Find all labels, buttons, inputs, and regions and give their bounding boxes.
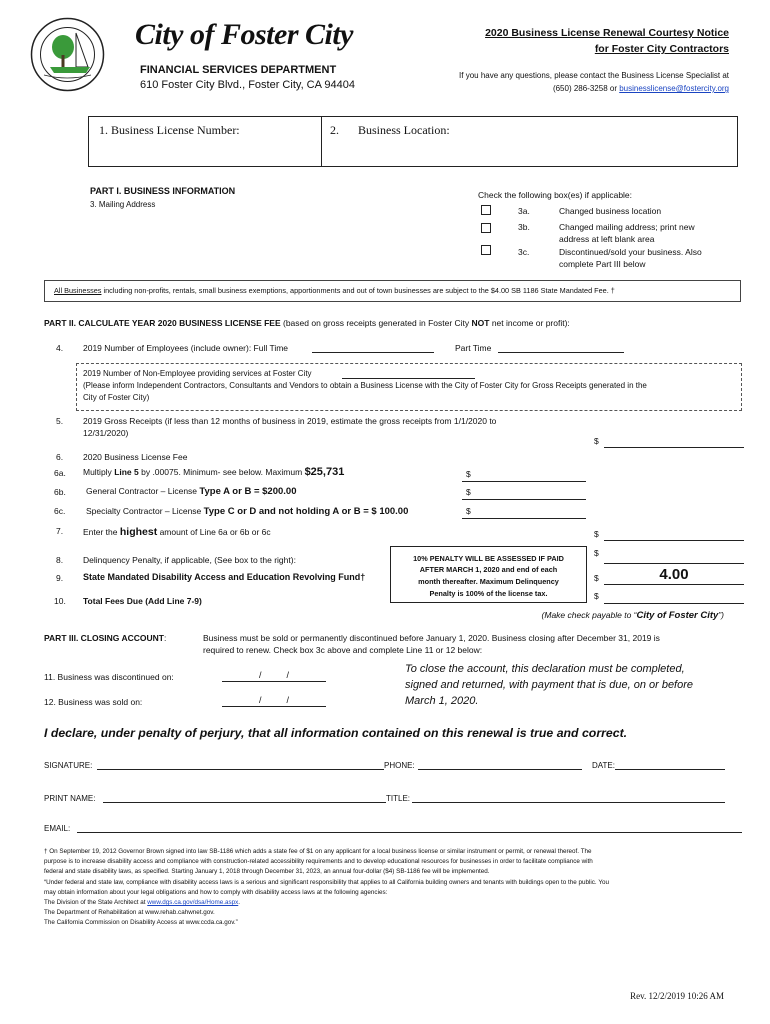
phone-label: PHONE: — [384, 761, 415, 770]
location-label: Business Location: — [358, 123, 450, 137]
department-address: 610 Foster City Blvd., Foster City, CA 94404 — [140, 79, 355, 91]
contact-line-1: If you have any questions, please contact the Business License Specialist at — [459, 71, 729, 80]
signature-label: SIGNATURE: — [44, 761, 93, 770]
line8-number: 8. — [56, 555, 64, 565]
date-line[interactable] — [615, 769, 725, 770]
contact-email-link[interactable]: businesslicense@fostercity.org — [619, 84, 729, 93]
part2-title-bold: PART II. CALCULATE YEAR 2020 BUSINESS LICENSE FEE — [44, 318, 281, 328]
footnote-6 — [44, 899, 240, 906]
payable-note — [420, 610, 724, 621]
line6a-dollar: $ — [466, 469, 471, 479]
line5-text-2: 12/31/2020) — [83, 428, 129, 438]
line7-highest: highest — [119, 526, 158, 538]
city-seal — [30, 17, 105, 92]
line6c-dollar: $ — [466, 506, 471, 516]
contact-line-2 — [400, 84, 729, 93]
checkbox-3c[interactable] — [481, 245, 491, 255]
footnote-2: purpose is to increase disability access and compliance with construction-related accessibility requirements and to develop educational resources for businesses in order to facilitate compliance with — [44, 858, 593, 865]
line4-part-time-label: Part Time — [455, 343, 492, 353]
line9-text: State Mandated Disability Access and Education Revolving Fund† — [83, 572, 366, 582]
line12-date-line[interactable] — [222, 706, 326, 707]
part3-desc-1: Business must be sold or permanently discontinued before January 1, 2020. Business closing after December 31, 2019 is — [203, 633, 660, 643]
line12-slashes: / / — [258, 695, 289, 705]
title-label: TITLE: — [386, 794, 411, 803]
line10-number: 10. — [54, 596, 66, 606]
part2-title-normal-2: net income or profit): — [489, 318, 570, 328]
city-logo-wordmark: City of Foster City — [135, 18, 353, 51]
license-info-divider — [321, 116, 322, 167]
line7-amount-line[interactable] — [604, 540, 744, 541]
non-employee-line3: City of Foster City) — [83, 393, 150, 402]
line7-post: amount of Line 6a or 6b or 6c — [157, 527, 271, 537]
line11-date-line[interactable] — [222, 681, 326, 682]
closing-note-2: signed and returned, with payment that is due, on or before — [405, 679, 694, 691]
email-label: EMAIL: — [44, 824, 71, 833]
option-3b-text: Changed mailing address; print new — [559, 222, 695, 232]
line5-number: 5. — [56, 416, 64, 426]
department-name: FINANCIAL SERVICES DEPARTMENT — [140, 64, 337, 76]
line8-text: Delinquency Penalty, if applicable, (See box to the right): — [83, 555, 296, 565]
line6b-number: 6b. — [54, 487, 66, 497]
part3-title — [44, 633, 166, 643]
option-3a-code: 3a. — [518, 206, 530, 216]
footnote-5: may obtain information about your legal obligations and how to comply with disability access laws at the following agencies: — [44, 889, 388, 896]
line6b-amount-line[interactable] — [462, 499, 586, 500]
mailing-address-label: 3. Mailing Address — [90, 200, 156, 209]
line6c-amount-line[interactable] — [462, 518, 586, 519]
footnote-6-pre: The Division of the State Architect at — [44, 899, 148, 906]
option-3b-code: 3b. — [518, 222, 530, 232]
option-3a-text: Changed business location — [559, 206, 662, 216]
line6a-maximum: $25,731 — [304, 466, 345, 478]
footnote-4: “Under federal and state law, compliance with disability access laws is a serious and significant responsibility that applies to all California building owners and tenants with buildings open to the public. You — [44, 879, 609, 886]
line6b-bold: Type A or B = $200.00 — [199, 486, 297, 497]
line6b-dollar: $ — [466, 487, 471, 497]
all-businesses-lead: All Businesses — [54, 286, 102, 295]
check-intro: Check the following box(es) if applicable: — [478, 190, 633, 200]
option-3c-text: Discontinued/sold your business. Also — [559, 247, 702, 257]
line6a-text — [83, 466, 344, 478]
payable-pre: (Make check payable to “ — [541, 610, 637, 620]
part3-title-bold: PART III. CLOSING ACCOUNT — [44, 633, 164, 643]
line8-amount-line[interactable] — [604, 563, 744, 564]
title-line[interactable] — [412, 802, 725, 803]
non-employee-line1: 2019 Number of Non-Employee providing services at Foster City — [83, 369, 312, 378]
part2-title-not: NOT — [471, 318, 490, 328]
footnote-8: The California Commission on Disability Access at www.ccda.ca.gov.” — [44, 919, 238, 926]
line4-part-time-line[interactable] — [498, 352, 624, 353]
penalty-text-2: AFTER MARCH 1, 2020 and end of each — [419, 565, 558, 574]
penalty-text-4: Penalty is 100% of the license tax. — [429, 589, 548, 598]
footnote-3: federal and state disability laws, as specified. Starting January 1, 2018 through December 31, 2023, an annual four-dollar ($4) SB-1186 fee will be implemented. — [44, 868, 490, 875]
option-3c-text-2: complete Part III below — [559, 259, 646, 269]
line4-text: 2019 Number of Employees (include owner): Full Time — [83, 343, 289, 353]
print-name-label: PRINT NAME: — [44, 794, 96, 803]
part3-desc-2: required to renew. Check box 3c above and complete Line 11 or 12 below: — [203, 645, 483, 655]
line6a-line5: Line 5 — [114, 467, 139, 477]
notice-title-1: 2020 Business License Renewal Courtesy Notice — [485, 27, 729, 39]
line9-number: 9. — [56, 573, 64, 583]
line6a-amount-line[interactable] — [462, 481, 586, 482]
checkbox-3a[interactable] — [481, 205, 491, 215]
line9-value: 4.00 — [659, 566, 689, 583]
footnote-7: The Department of Rehabilitation at www.rehab.cahwnet.gov. — [44, 909, 215, 916]
line6c-number: 6c. — [54, 506, 66, 516]
footnote-1: † On September 19, 2012 Governor Brown signed into law SB-1186 which adds a state fee of $1 on any applicant for a local business license or similar instrument or permit, or renewal thereof. The — [44, 848, 592, 855]
checkbox-3b[interactable] — [481, 223, 491, 233]
license-number-input[interactable] — [96, 140, 316, 160]
business-location-input[interactable] — [328, 140, 728, 160]
line5-dollar: $ — [594, 436, 599, 446]
notice-title-2: for Foster City Contractors — [594, 43, 729, 55]
line6-text: 2020 Business License Fee — [83, 452, 188, 462]
penalty-text-1: 10% PENALTY WILL BE ASSESSED IF PAID — [413, 554, 564, 563]
line9-dollar: $ — [594, 573, 599, 583]
line5-text-1: 2019 Gross Receipts (if less than 12 months of business in 2019, estimate the gross receipts from 1/1/2020 to — [83, 416, 497, 426]
dsa-link[interactable]: www.dgs.ca.gov/dsa/Home.aspx — [147, 899, 239, 906]
phone-line[interactable] — [418, 769, 582, 770]
line11-label: 11. Business was discontinued on: — [44, 672, 174, 682]
option-3b-text-2: address at left blank area — [559, 234, 655, 244]
part3-title-colon: : — [163, 633, 167, 643]
line6c-text — [86, 506, 408, 517]
penalty-text-3: month thereafter. Maximum Delinquency — [418, 577, 559, 586]
mailing-address-input[interactable] — [90, 214, 450, 269]
line4-number: 4. — [56, 343, 64, 353]
location-number: 2. — [330, 123, 339, 137]
line6b-pre: General Contractor – License — [86, 486, 200, 496]
non-employee-line2: (Please inform Independent Contractors, Consultants and Vendors to obtain a Business License with the City of Foster City for Gross Receipts generated in the — [83, 381, 647, 390]
closing-note-1: To close the account, this declaration must be completed, — [405, 663, 685, 675]
footnote-6-post: . — [238, 899, 240, 906]
part2-title-normal-1: (based on gross receipts generated in Foster City — [280, 318, 472, 328]
payable-bold: City of Foster City — [636, 610, 719, 621]
print-name-line[interactable] — [103, 802, 386, 803]
line5-amount-line[interactable] — [604, 447, 744, 448]
line6c-pre: Specialty Contractor – License — [86, 506, 204, 516]
line6c-bold: Type C or D and not holding A or B = $ 100.00 — [203, 506, 409, 517]
contact-phone: (650) 286-3258 or — [552, 84, 620, 93]
all-businesses-rest: including non-profits, rentals, small business exemptions, apportionments and out of town businesses are subject to the $4.00 SB 1186 State Mandated Fee. † — [101, 286, 615, 295]
line6-number: 6. — [56, 452, 64, 462]
line7-dollar: $ — [594, 529, 599, 539]
option-3c-code: 3c. — [518, 247, 530, 257]
signature-line[interactable] — [97, 769, 384, 770]
line6a-number: 6a. — [54, 468, 66, 478]
line9-amount-line — [604, 584, 744, 585]
non-employee-count-line[interactable] — [342, 378, 475, 379]
line10-text: Total Fees Due (Add Line 7-9) — [83, 596, 202, 606]
line10-amount-line[interactable] — [604, 603, 744, 604]
closing-note-3: March 1, 2020. — [405, 695, 479, 707]
line10-dollar: $ — [594, 591, 599, 601]
line12-label: 12. Business was sold on: — [44, 697, 143, 707]
license-number-label: 1. Business License Number: — [99, 123, 240, 137]
line8-dollar: $ — [594, 548, 599, 558]
line11-slashes: / / — [258, 670, 289, 680]
line7-text — [83, 526, 271, 538]
line7-number: 7. — [56, 526, 64, 536]
email-line[interactable] — [77, 832, 742, 833]
revision-stamp: Rev. 12/2/2019 10:26 AM — [630, 991, 724, 1001]
part2-title — [44, 318, 570, 328]
line6a-mid: by .00075. Minimum- see below. Maximum — [138, 467, 305, 477]
line6a-pre: Multiply — [83, 467, 115, 477]
declaration: I declare, under penalty of perjury, that all information contained on this renewal is true and correct. — [44, 726, 628, 740]
line7-pre: Enter the — [83, 527, 120, 537]
line6b-text — [86, 486, 296, 497]
all-businesses-notice — [54, 286, 615, 295]
payable-post: ”) — [718, 610, 724, 620]
line4-full-time-line[interactable] — [312, 352, 434, 353]
part1-title: PART I. BUSINESS INFORMATION — [90, 186, 236, 196]
date-label: DATE: — [592, 761, 615, 770]
